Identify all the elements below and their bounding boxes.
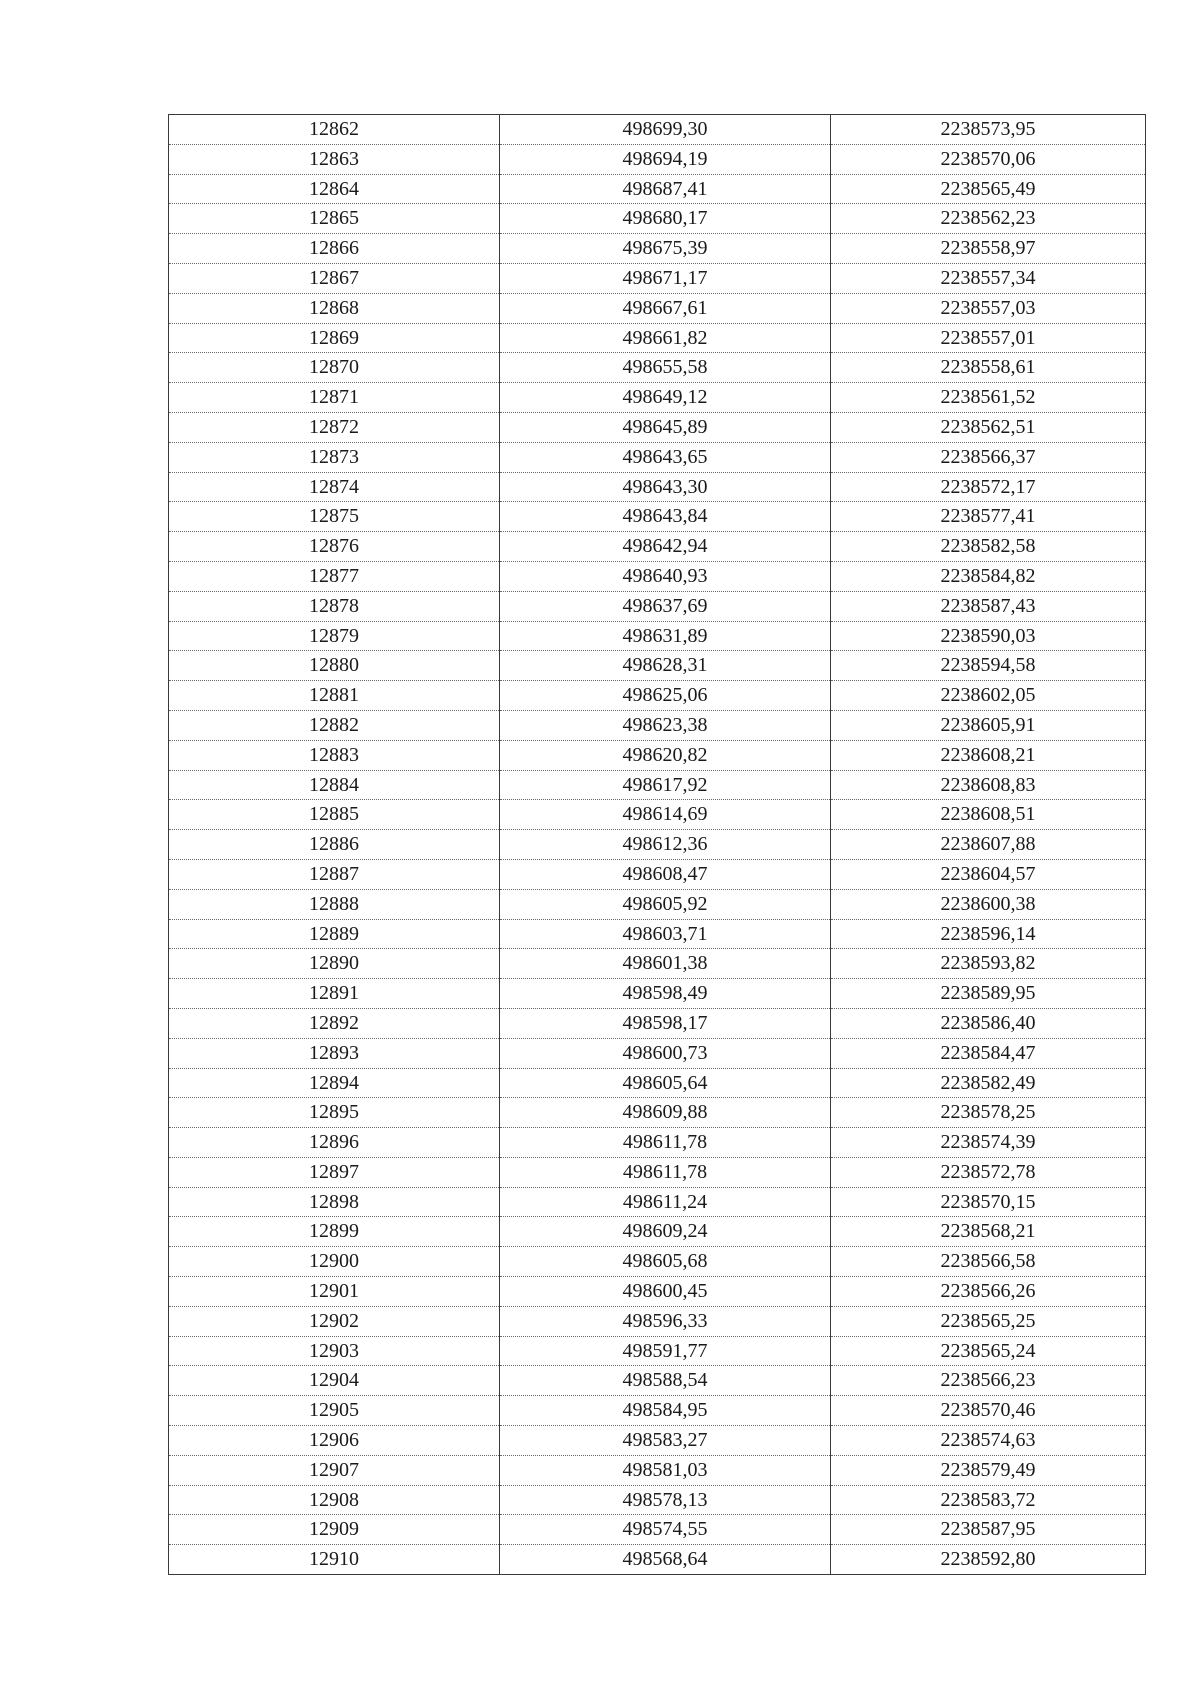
y-coordinate-cell: 2238579,49 — [831, 1455, 1146, 1485]
table-row — [169, 1366, 1146, 1396]
table-row — [169, 919, 1146, 949]
y-coordinate-cell: 2238562,51 — [831, 412, 1146, 442]
y-coordinate-cell: 2238570,15 — [831, 1187, 1146, 1217]
point-number-cell: 12906 — [169, 1426, 500, 1456]
y-coordinate-cell: 2238565,24 — [831, 1336, 1146, 1366]
point-number-cell: 12866 — [169, 234, 500, 264]
table-row — [169, 1545, 1146, 1575]
table-row — [169, 412, 1146, 442]
x-coordinate-cell: 498578,13 — [500, 1485, 831, 1515]
x-coordinate-cell: 498568,64 — [500, 1545, 831, 1575]
table-row — [169, 979, 1146, 1009]
x-coordinate-cell: 498640,93 — [500, 561, 831, 591]
x-coordinate-cell: 498608,47 — [500, 859, 831, 889]
y-coordinate-cell: 2238574,63 — [831, 1426, 1146, 1456]
y-coordinate-cell: 2238562,23 — [831, 204, 1146, 234]
point-number-cell: 12884 — [169, 770, 500, 800]
y-coordinate-cell: 2238589,95 — [831, 979, 1146, 1009]
table-row — [169, 830, 1146, 860]
table-row — [169, 561, 1146, 591]
y-coordinate-cell: 2238565,49 — [831, 174, 1146, 204]
y-coordinate-cell: 2238582,58 — [831, 532, 1146, 562]
y-coordinate-cell: 2238572,78 — [831, 1157, 1146, 1187]
point-number-cell: 12893 — [169, 1038, 500, 1068]
table-row — [169, 442, 1146, 472]
table-row — [169, 1455, 1146, 1485]
table-row — [169, 591, 1146, 621]
y-coordinate-cell: 2238566,23 — [831, 1366, 1146, 1396]
x-coordinate-cell: 498675,39 — [500, 234, 831, 264]
x-coordinate-cell: 498583,27 — [500, 1426, 831, 1456]
y-coordinate-cell: 2238594,58 — [831, 651, 1146, 681]
x-coordinate-cell: 498631,89 — [500, 621, 831, 651]
y-coordinate-cell: 2238566,37 — [831, 442, 1146, 472]
point-number-cell: 12872 — [169, 412, 500, 442]
table-row — [169, 1008, 1146, 1038]
point-number-cell: 12909 — [169, 1515, 500, 1545]
x-coordinate-cell: 498655,58 — [500, 353, 831, 383]
x-coordinate-cell: 498643,30 — [500, 472, 831, 502]
y-coordinate-cell: 2238608,51 — [831, 800, 1146, 830]
x-coordinate-cell: 498694,19 — [500, 144, 831, 174]
point-number-cell: 12862 — [169, 115, 500, 145]
x-coordinate-cell: 498637,69 — [500, 591, 831, 621]
x-coordinate-cell: 498623,38 — [500, 710, 831, 740]
table-row — [169, 1128, 1146, 1158]
point-number-cell: 12863 — [169, 144, 500, 174]
point-number-cell: 12896 — [169, 1128, 500, 1158]
point-number-cell: 12894 — [169, 1068, 500, 1098]
point-number-cell: 12867 — [169, 263, 500, 293]
x-coordinate-cell: 498620,82 — [500, 740, 831, 770]
y-coordinate-cell: 2238602,05 — [831, 681, 1146, 711]
point-number-cell: 12879 — [169, 621, 500, 651]
table-row — [169, 144, 1146, 174]
x-coordinate-cell: 498628,31 — [500, 651, 831, 681]
x-coordinate-cell: 498598,17 — [500, 1008, 831, 1038]
table-row — [169, 353, 1146, 383]
x-coordinate-cell: 498601,38 — [500, 949, 831, 979]
y-coordinate-cell: 2238561,52 — [831, 383, 1146, 413]
table-row — [169, 621, 1146, 651]
table-row — [169, 383, 1146, 413]
x-coordinate-cell: 498603,71 — [500, 919, 831, 949]
x-coordinate-cell: 498574,55 — [500, 1515, 831, 1545]
point-number-cell: 12874 — [169, 472, 500, 502]
y-coordinate-cell: 2238607,88 — [831, 830, 1146, 860]
y-coordinate-cell: 2238557,03 — [831, 293, 1146, 323]
point-number-cell: 12870 — [169, 353, 500, 383]
point-number-cell: 12890 — [169, 949, 500, 979]
point-number-cell: 12904 — [169, 1366, 500, 1396]
point-number-cell: 12881 — [169, 681, 500, 711]
x-coordinate-cell: 498605,64 — [500, 1068, 831, 1098]
y-coordinate-cell: 2238604,57 — [831, 859, 1146, 889]
table-row — [169, 1396, 1146, 1426]
point-number-cell: 12871 — [169, 383, 500, 413]
point-number-cell: 12875 — [169, 502, 500, 532]
point-number-cell: 12908 — [169, 1485, 500, 1515]
x-coordinate-cell: 498643,65 — [500, 442, 831, 472]
table-row — [169, 204, 1146, 234]
y-coordinate-cell: 2238590,03 — [831, 621, 1146, 651]
table-row — [169, 1336, 1146, 1366]
x-coordinate-cell: 498605,68 — [500, 1247, 831, 1277]
table-row — [169, 1515, 1146, 1545]
point-number-cell: 12892 — [169, 1008, 500, 1038]
table-row — [169, 234, 1146, 264]
x-coordinate-cell: 498614,69 — [500, 800, 831, 830]
table-row — [169, 263, 1146, 293]
table-row — [169, 800, 1146, 830]
coordinates-table-body — [169, 115, 1146, 1575]
y-coordinate-cell: 2238592,80 — [831, 1545, 1146, 1575]
y-coordinate-cell: 2238608,21 — [831, 740, 1146, 770]
point-number-cell: 12905 — [169, 1396, 500, 1426]
x-coordinate-cell: 498661,82 — [500, 323, 831, 353]
table-row — [169, 1485, 1146, 1515]
y-coordinate-cell: 2238565,25 — [831, 1306, 1146, 1336]
point-number-cell: 12876 — [169, 532, 500, 562]
table-row — [169, 1217, 1146, 1247]
x-coordinate-cell: 498645,89 — [500, 412, 831, 442]
point-number-cell: 12869 — [169, 323, 500, 353]
table-row — [169, 532, 1146, 562]
x-coordinate-cell: 498617,92 — [500, 770, 831, 800]
y-coordinate-cell: 2238577,41 — [831, 502, 1146, 532]
table-row — [169, 472, 1146, 502]
y-coordinate-cell: 2238587,95 — [831, 1515, 1146, 1545]
point-number-cell: 12878 — [169, 591, 500, 621]
table-row — [169, 1306, 1146, 1336]
x-coordinate-cell: 498600,45 — [500, 1277, 831, 1307]
point-number-cell: 12901 — [169, 1277, 500, 1307]
table-row — [169, 770, 1146, 800]
point-number-cell: 12864 — [169, 174, 500, 204]
x-coordinate-cell: 498612,36 — [500, 830, 831, 860]
point-number-cell: 12899 — [169, 1217, 500, 1247]
x-coordinate-cell: 498609,24 — [500, 1217, 831, 1247]
x-coordinate-cell: 498605,92 — [500, 889, 831, 919]
point-number-cell: 12873 — [169, 442, 500, 472]
point-number-cell: 12900 — [169, 1247, 500, 1277]
x-coordinate-cell: 498667,61 — [500, 293, 831, 323]
table-row — [169, 681, 1146, 711]
point-number-cell: 12903 — [169, 1336, 500, 1366]
y-coordinate-cell: 2238570,46 — [831, 1396, 1146, 1426]
table-row — [169, 293, 1146, 323]
table-row — [169, 1426, 1146, 1456]
y-coordinate-cell: 2238573,95 — [831, 115, 1146, 145]
table-row — [169, 115, 1146, 145]
point-number-cell: 12887 — [169, 859, 500, 889]
coordinates-table — [168, 114, 1146, 1575]
y-coordinate-cell: 2238596,14 — [831, 919, 1146, 949]
y-coordinate-cell: 2238587,43 — [831, 591, 1146, 621]
y-coordinate-cell: 2238566,58 — [831, 1247, 1146, 1277]
table-row — [169, 1187, 1146, 1217]
table-row — [169, 889, 1146, 919]
x-coordinate-cell: 498671,17 — [500, 263, 831, 293]
x-coordinate-cell: 498611,24 — [500, 1187, 831, 1217]
x-coordinate-cell: 498581,03 — [500, 1455, 831, 1485]
x-coordinate-cell: 498643,84 — [500, 502, 831, 532]
x-coordinate-cell: 498642,94 — [500, 532, 831, 562]
table-row — [169, 502, 1146, 532]
x-coordinate-cell: 498699,30 — [500, 115, 831, 145]
y-coordinate-cell: 2238605,91 — [831, 710, 1146, 740]
y-coordinate-cell: 2238574,39 — [831, 1128, 1146, 1158]
table-row — [169, 1068, 1146, 1098]
point-number-cell: 12891 — [169, 979, 500, 1009]
point-number-cell: 12883 — [169, 740, 500, 770]
y-coordinate-cell: 2238586,40 — [831, 1008, 1146, 1038]
y-coordinate-cell: 2238568,21 — [831, 1217, 1146, 1247]
table-row — [169, 710, 1146, 740]
point-number-cell: 12895 — [169, 1098, 500, 1128]
table-row — [169, 1157, 1146, 1187]
point-number-cell: 12877 — [169, 561, 500, 591]
y-coordinate-cell: 2238578,25 — [831, 1098, 1146, 1128]
x-coordinate-cell: 498611,78 — [500, 1157, 831, 1187]
table-row — [169, 323, 1146, 353]
y-coordinate-cell: 2238582,49 — [831, 1068, 1146, 1098]
point-number-cell: 12910 — [169, 1545, 500, 1575]
y-coordinate-cell: 2238584,47 — [831, 1038, 1146, 1068]
point-number-cell: 12888 — [169, 889, 500, 919]
x-coordinate-cell: 498687,41 — [500, 174, 831, 204]
x-coordinate-cell: 498611,78 — [500, 1128, 831, 1158]
table-row — [169, 949, 1146, 979]
x-coordinate-cell: 498609,88 — [500, 1098, 831, 1128]
x-coordinate-cell: 498649,12 — [500, 383, 831, 413]
point-number-cell: 12885 — [169, 800, 500, 830]
table-row — [169, 1277, 1146, 1307]
point-number-cell: 12865 — [169, 204, 500, 234]
point-number-cell: 12889 — [169, 919, 500, 949]
y-coordinate-cell: 2238558,61 — [831, 353, 1146, 383]
y-coordinate-cell: 2238584,82 — [831, 561, 1146, 591]
x-coordinate-cell: 498680,17 — [500, 204, 831, 234]
y-coordinate-cell: 2238557,01 — [831, 323, 1146, 353]
point-number-cell: 12902 — [169, 1306, 500, 1336]
y-coordinate-cell: 2238608,83 — [831, 770, 1146, 800]
point-number-cell: 12898 — [169, 1187, 500, 1217]
table-row — [169, 1098, 1146, 1128]
x-coordinate-cell: 498625,06 — [500, 681, 831, 711]
table-row — [169, 651, 1146, 681]
point-number-cell: 12882 — [169, 710, 500, 740]
y-coordinate-cell: 2238558,97 — [831, 234, 1146, 264]
table-row — [169, 1247, 1146, 1277]
y-coordinate-cell: 2238593,82 — [831, 949, 1146, 979]
y-coordinate-cell: 2238557,34 — [831, 263, 1146, 293]
table-row — [169, 174, 1146, 204]
point-number-cell: 12868 — [169, 293, 500, 323]
x-coordinate-cell: 498600,73 — [500, 1038, 831, 1068]
y-coordinate-cell: 2238572,17 — [831, 472, 1146, 502]
x-coordinate-cell: 498598,49 — [500, 979, 831, 1009]
x-coordinate-cell: 498588,54 — [500, 1366, 831, 1396]
y-coordinate-cell: 2238566,26 — [831, 1277, 1146, 1307]
point-number-cell: 12897 — [169, 1157, 500, 1187]
point-number-cell: 12880 — [169, 651, 500, 681]
x-coordinate-cell: 498584,95 — [500, 1396, 831, 1426]
table-row — [169, 1038, 1146, 1068]
x-coordinate-cell: 498596,33 — [500, 1306, 831, 1336]
y-coordinate-cell: 2238600,38 — [831, 889, 1146, 919]
point-number-cell: 12907 — [169, 1455, 500, 1485]
y-coordinate-cell: 2238570,06 — [831, 144, 1146, 174]
x-coordinate-cell: 498591,77 — [500, 1336, 831, 1366]
table-row — [169, 740, 1146, 770]
point-number-cell: 12886 — [169, 830, 500, 860]
y-coordinate-cell: 2238583,72 — [831, 1485, 1146, 1515]
table-row — [169, 859, 1146, 889]
